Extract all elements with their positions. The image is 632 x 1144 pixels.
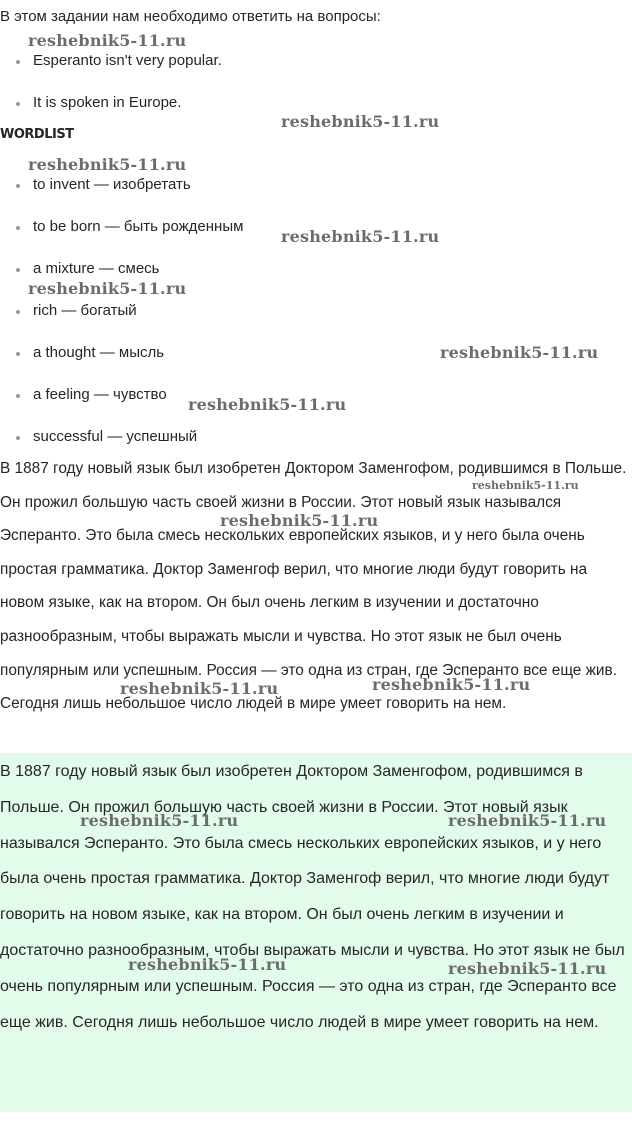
bullet-icon (16, 352, 20, 356)
word-entry: successful — успешный (33, 428, 198, 445)
watermark: reshebnik5-11.ru (448, 811, 607, 830)
watermark: reshebnik5-11.ru (120, 679, 279, 698)
word-entry: to be born — быть рожденным (33, 218, 244, 235)
word-entry: a thought — мысль (33, 344, 165, 361)
watermark: reshebnik5-11.ru (448, 959, 607, 978)
watermark: reshebnik5-11.ru (372, 675, 531, 694)
list-item (0, 175, 243, 217)
highlighted-paragraph: В 1887 году новый язык был изобретен Доктором Заменгофом, родившимся в Польше. Он прожил большую часть своей жизни в России. Этот новый язык назывался Эсперанто. Это была смесь нескольких европейских языков, и у него была очень простая грамматика. Доктор Заменгоф верил, что многие люди будут говорить на новом языке, как на втором. Он был очень легким в изучении и достаточно разнообразным, чтобы выражать мысли и чувства. Но этот язык не был очень популярным или успешным. Россия — это одна из стран, где Эсперанто все еще жив. Сегодня лишь небольшое число людей в мире умеет говорить на нем. (0, 763, 625, 1031)
watermark: reshebnik5-11.ru (128, 955, 287, 974)
intro-text: В этом задании нам необходимо ответить на вопросы: (0, 8, 381, 25)
watermark: reshebnik5-11.ru (440, 343, 599, 362)
watermark: reshebnik5-11.ru (188, 395, 347, 414)
highlighted-answer-box (0, 753, 632, 1112)
list-item (0, 385, 243, 427)
list-item (0, 259, 243, 301)
bullet-icon (16, 102, 20, 106)
bullet-icon (16, 436, 20, 440)
watermark: reshebnik5-11.ru (281, 227, 440, 246)
watermark: reshebnik5-11.ru (220, 511, 379, 530)
bullet-icon (16, 268, 20, 272)
watermark: reshebnik5-11.ru (28, 155, 187, 174)
bullet-icon (16, 226, 20, 230)
watermark: reshebnik5-11.ru (28, 31, 187, 50)
translation-paragraph: В 1887 году новый язык был изобретен Доктором Заменгофом, родившимся в Польше. Он прожил большую часть своей жизни в России. Этот новый язык назывался Эсперанто. Это была смесь нескольких европейских языков, и у него была очень простая грамматика. Доктор Заменгоф верил, что многие люди будут говорить на новом языке, как на втором. Он был очень легким в изучении и достаточно разнообразным, чтобы выражать мысли и чувства. Но этот язык не был очень популярным или успешным. Россия — это одна из стран, где Эсперанто все еще жив. Сегодня лишь небольшое число людей в мире умеет говорить на нем. (0, 460, 627, 713)
wordlist-heading: WORDLIST (0, 127, 74, 142)
list-item (0, 301, 243, 343)
watermark: reshebnik5-11.ru (472, 479, 579, 492)
answer-text: Esperanto isn't very popular. (33, 52, 222, 69)
bullet-icon (16, 60, 20, 64)
answer-text: It is spoken in Europe. (33, 94, 182, 111)
watermark: reshebnik5-11.ru (28, 279, 187, 298)
list-item (0, 343, 243, 385)
watermark: reshebnik5-11.ru (80, 811, 239, 830)
watermark: reshebnik5-11.ru (281, 112, 440, 131)
list-item (0, 217, 243, 259)
wordlist (0, 175, 243, 469)
list-item (0, 51, 222, 93)
bullet-icon (16, 184, 20, 188)
bullet-icon (16, 394, 20, 398)
word-entry: to invent — изобретать (33, 176, 191, 193)
word-entry: rich — богатый (33, 302, 137, 319)
answers-list (0, 51, 222, 135)
bullet-icon (16, 310, 20, 314)
word-entry: a feeling — чувство (33, 386, 167, 403)
word-entry: a mixture — смесь (33, 260, 160, 277)
